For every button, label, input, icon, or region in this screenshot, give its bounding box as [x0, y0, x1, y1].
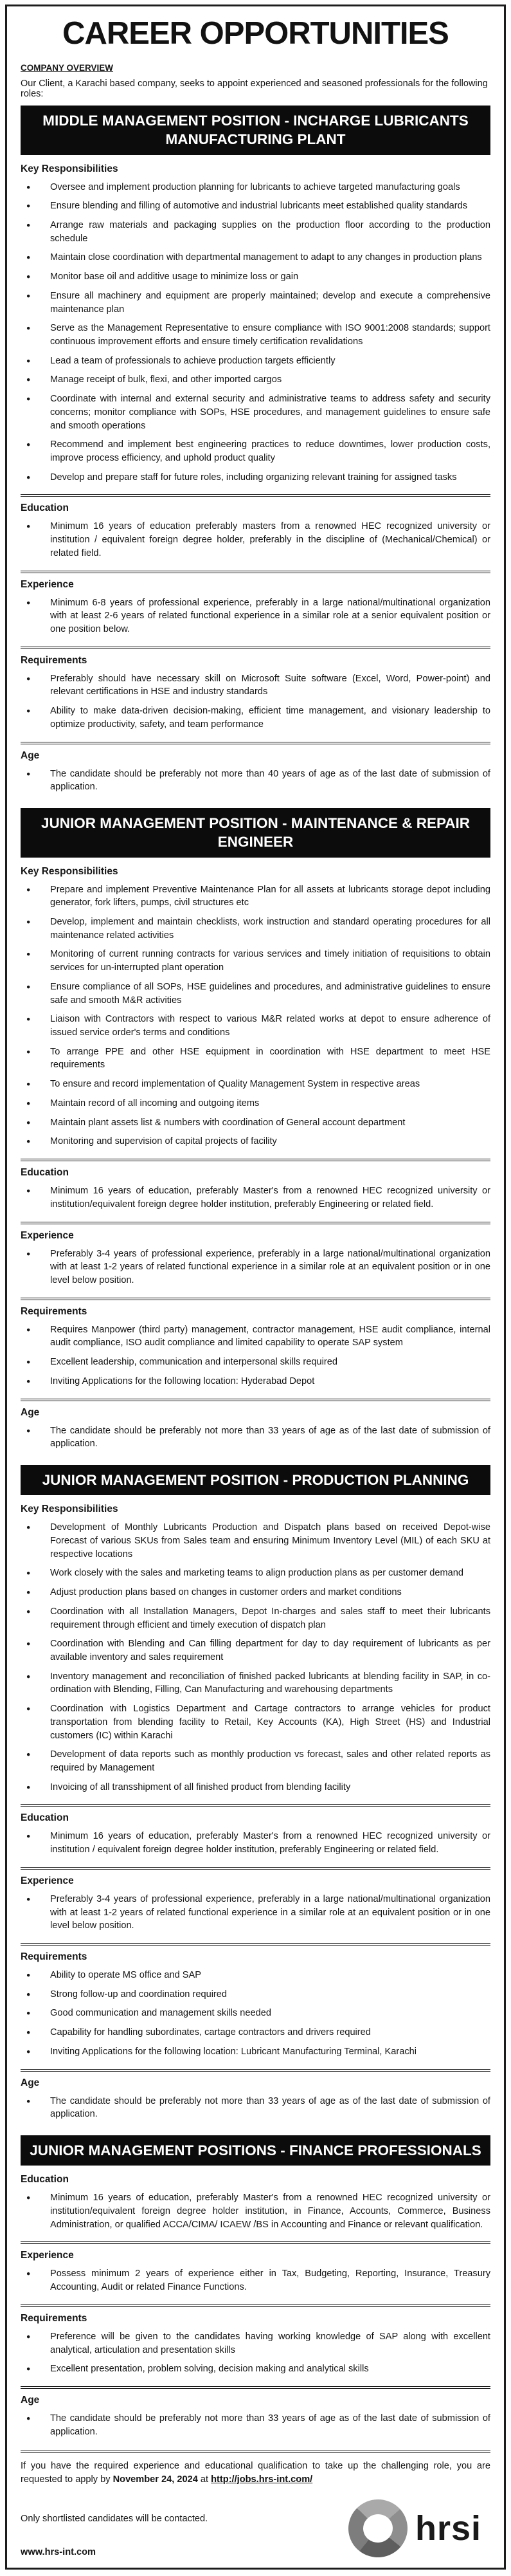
bullet-item: ● Develop, implement and maintain checklists, work instruction and standard operating procedures for all maintenance related activities	[21, 915, 490, 942]
bullet-list	[21, 1969, 490, 2059]
bullet-item: ● Development of data reports such as monthly production vs forecast, sales and other related reports as required by Management	[21, 1748, 490, 1774]
bullet-item: ● Ensure blending and filling of automotive and industrial lubricants meet established quality standards	[21, 199, 490, 213]
bullet-item: ● Ensure compliance of all SOPs, HSE guidelines and procedures, and administrative guidelines to ensure safe and smooth M&R activities	[21, 980, 490, 1007]
bullet-item: ● Minimum 16 years of education, preferably Master's from a renowned HEC recognized university or institution / equivalent foreign degree holder institution, preferably Engineering or related field.	[21, 1830, 490, 1856]
bullet-list	[21, 768, 490, 794]
section-heading: Age	[21, 750, 40, 761]
section-requirements	[21, 1943, 490, 2069]
section-heading: Experience	[21, 2250, 74, 2261]
section-heading: Age	[21, 2077, 40, 2088]
section-requirements	[21, 647, 490, 742]
section-age	[21, 2069, 490, 2131]
bullet-item: ● Minimum 16 years of education, preferably Master's from a renowned HEC recognized university or institution/equivalent foreign degree holder institution, preferably Engineering or related field.	[21, 1184, 490, 1211]
bullet-item: ● Development of Monthly Lubricants Production and Dispatch plans based on received Depot-wise Forecast of various SKUs from Sales team and ensuring Minimum Inventory Level (MIL) of each SKU at respective locations	[21, 1521, 490, 1561]
bullet-list	[21, 181, 490, 484]
position-title-bar: JUNIOR MANAGEMENT POSITIONS - FINANCE PROFESSIONALS	[21, 2135, 490, 2166]
section-key-responsibilities	[21, 1498, 490, 1804]
bullet-list	[21, 672, 490, 731]
footer	[21, 2451, 490, 2557]
position-title-bar: JUNIOR MANAGEMENT POSITION - PRODUCTION PLANNING	[21, 1465, 490, 1495]
bullet-item: ● Requires Manpower (third party) management, contractor management, HSE audit compliance, internal audit compliance, ISO audit compliance and limited capability to operate SAP system	[21, 1323, 490, 1350]
bullet-item: ● Oversee and implement production planning for lubricants to achieve targeted manufacturing goals	[21, 181, 490, 194]
bullet-item: ● Monitoring of current running contracts for various services and timely initiation of requisitions to obtain services for un-interrupted plant operation	[21, 948, 490, 974]
bullet-list	[21, 1424, 490, 1451]
section-heading: Requirements	[21, 1951, 87, 1963]
section-key-responsibilities	[21, 158, 490, 495]
bullet-item: ● Excellent leadership, communication and interpersonal skills required	[21, 1356, 490, 1369]
section-experience	[21, 2241, 490, 2304]
section-education	[21, 1804, 490, 1866]
bullet-item: ● Manage receipt of bulk, flexi, and other imported cargos	[21, 373, 490, 387]
section-heading: Age	[21, 1406, 40, 1418]
bullet-item: ● Minimum 16 years of education preferably masters from a renowned HEC recognized university or institution / equivalent foreign degree holder, preferably in the discipline of (Mechanical/Chemical) or related field.	[21, 520, 490, 560]
bullet-item: ● The candidate should be preferably not more than 40 years of age as of the last date of submission of application.	[21, 768, 490, 794]
bullet-item: ● Excellent presentation, problem solving, decision making and analytical skills	[21, 2362, 490, 2376]
apply-date: November 24, 2024	[112, 2474, 198, 2485]
bullet-list	[21, 1184, 490, 1211]
position-title-bar: MIDDLE MANAGEMENT POSITION - INCHARGE LUBRICANTS MANUFACTURING PLANT	[21, 106, 490, 155]
section-heading: Education	[21, 1167, 69, 1179]
bullet-item: ● To ensure and record implementation of Quality Management System in respective areas	[21, 1078, 490, 1091]
bullet-list	[21, 1830, 490, 1856]
bullet-item: ● Coordination with all Installation Managers, Depot In-charges and sales staff to meet their lubricants requirement through efficient and timely execution of dispatch plan	[21, 1605, 490, 1632]
bullet-list	[21, 1247, 490, 1287]
bullet-item: ● Maintain plant assets list & numbers with coordination of General account department	[21, 1116, 490, 1130]
section-heading: Requirements	[21, 1305, 87, 1317]
section-heading: Requirements	[21, 654, 87, 666]
section-education	[21, 1159, 490, 1221]
bullet-item: ● Lead a team of professionals to achieve production targets efficiently	[21, 354, 490, 368]
bullet-list	[21, 2330, 490, 2376]
bullet-item: ● Ensure all machinery and equipment are properly maintained; develop and execute a comprehensive maintenance plan	[21, 290, 490, 316]
bullet-item: ● Maintain close coordination with departmental management to adapt to any changes in production plans	[21, 251, 490, 264]
bullet-item: ● Preference will be given to the candidates having working knowledge of SAP along with excellent analytical, articulation and presentation skills	[21, 2330, 490, 2357]
bullet-list	[21, 520, 490, 560]
bullet-item: ● Invoicing of all transshipment of all finished product from blending facility	[21, 1781, 490, 1794]
bullet-item: ● Serve as the Management Representative to ensure compliance with ISO 9001:2008 standards; support continuous improvement efforts and ensure timely certification revalidations	[21, 322, 490, 348]
position-title-bar: JUNIOR MANAGEMENT POSITION - MAINTENANCE & REPAIR ENGINEER	[21, 808, 490, 858]
position-block-production-planning	[21, 1465, 490, 2131]
section-heading: Age	[21, 2395, 40, 2406]
hrsi-ring-icon	[346, 2496, 411, 2560]
bullet-item: ● Possess minimum 2 years of experience either in Tax, Budgeting, Reporting, Insurance, Treasury Accounting, Audit or related Finance Functions.	[21, 2267, 490, 2294]
hrsi-logo-text: hrsi	[415, 2508, 481, 2548]
section-heading: Key Responsibilities	[21, 865, 118, 877]
bullet-item: ● Inventory management and reconciliation of finished packed lubricants at blending facility in SAP, in co-ordination with Blending, Filling, Can Manufacturing and warehousing departments	[21, 1670, 490, 1697]
section-experience	[21, 1222, 490, 1298]
bullet-list	[21, 1893, 490, 1933]
bullet-item: ● The candidate should be preferably not more than 33 years of age as of the last date of submission of application.	[21, 2095, 490, 2121]
section-key-responsibilities	[21, 860, 490, 1159]
section-heading: Experience	[21, 1875, 74, 1886]
section-heading: Education	[21, 2174, 69, 2185]
bullet-list	[21, 883, 490, 1149]
company-overview-heading: COMPANY OVERVIEW	[21, 63, 114, 73]
bullet-item: ● The candidate should be preferably not more than 33 years of age as of the last date of submission of application.	[21, 1424, 490, 1451]
apply-prefix: If you have the required experience and educational qualification to take up the challenging role, you are requested to apply by	[21, 2460, 490, 2485]
bullet-list	[21, 2267, 490, 2294]
bullet-item: ● Inviting Applications for the following location: Lubricant Manufacturing Terminal, Karachi	[21, 2045, 490, 2059]
bullet-list	[21, 596, 490, 636]
bullet-item: ● Minimum 16 years of education, preferably Master's from a renowned HEC recognized university or institution/equivalent foreign degree holder institution, in Finance, Accounts, Commerce, Business Administration, or qualified ACCA/CIMA/ ICAEW /BS in Accounting and Finance or relevant qualification.	[21, 2191, 490, 2231]
bullet-item: ● To arrange PPE and other HSE equipment in coordination with HSE department to meet HSE requirements	[21, 1045, 490, 1072]
bullet-item: ● Adjust production plans based on changes in customer orders and market conditions	[21, 1586, 490, 1599]
shortlist-note: Only shortlisted candidates will be contacted.	[21, 2513, 208, 2524]
bullet-list	[21, 1521, 490, 1794]
apply-link[interactable]: http://jobs.hrs-int.com/	[211, 2474, 313, 2485]
bullet-item: ● Preferably 3-4 years of professional experience, preferably in a large national/multinational organization with at least 1-2 years of related functional experience in a similar role at an equivalent position or in one level below position.	[21, 1893, 490, 1933]
bullet-item: ● Inviting Applications for the following location: Hyderabad Depot	[21, 1375, 490, 1388]
bullet-item: ● Prepare and implement Preventive Maintenance Plan for all assets at lubricants storage depot including generator, fork lifters, pumps, civil structures etc	[21, 883, 490, 910]
section-requirements	[21, 2305, 490, 2386]
section-education	[21, 2168, 490, 2241]
bullet-item: ● Good communication and management skills needed	[21, 2007, 490, 2020]
bullet-item: ● Monitoring and supervision of capital projects of facility	[21, 1135, 490, 1148]
bullet-item: ● Ability to operate MS office and SAP	[21, 1969, 490, 1982]
bullet-item: ● Arrange raw materials and packaging supplies on the production floor according to the production schedule	[21, 219, 490, 245]
section-age	[21, 2386, 490, 2449]
bullet-item: ● Maintain record of all incoming and outgoing items	[21, 1097, 490, 1110]
bullet-item: ● Monitor base oil and additive usage to minimize loss or gain	[21, 270, 490, 284]
hrsi-logo	[348, 2499, 490, 2557]
section-age	[21, 1399, 490, 1461]
bullet-item: ● Coordinate with internal and external security and administrative teams to address safety and security concerns; monitor compliance with SOPs, HSE procedures, and management guidelines to ensure safe and smooth operations	[21, 392, 490, 432]
position-block-middle-management	[21, 106, 490, 804]
section-heading: Key Responsibilities	[21, 1504, 118, 1515]
apply-mid: at	[197, 2474, 211, 2485]
section-heading: Education	[21, 502, 69, 514]
bullet-item: ● Minimum 6-8 years of professional experience, preferably in a large national/multinational organization with at least 2-6 years of related functional experience in a similar role at a senior equivalent position or one position below.	[21, 596, 490, 636]
footer-left	[21, 2514, 208, 2557]
intro-text: Our Client, a Karachi based company, seeks to appoint experienced and seasoned professionals for the following roles:	[21, 78, 488, 99]
section-age	[21, 742, 490, 804]
section-requirements	[21, 1298, 490, 1399]
website-text: www.hrs-int.com	[21, 2546, 96, 2557]
bullet-item: ● The candidate should be preferably not more than 33 years of age as of the last date of submission of application.	[21, 2412, 490, 2438]
section-heading: Key Responsibilities	[21, 163, 118, 174]
bullet-item: ● Liaison with Contractors with respect to various M&R related works at depot to ensure adherence of issued service order's terms and conditions	[21, 1013, 490, 1039]
position-block-maintenance-repair	[21, 808, 490, 1461]
bullet-item: ● Develop and prepare staff for future roles, including organizing relevant training for assigned tasks	[21, 471, 490, 484]
bullet-item: ● Preferably 3-4 years of professional experience, preferably in a large national/multinational organization with at least 1-2 years of related functional experience in a similar role at an equivalent position or in one level below position.	[21, 1247, 490, 1287]
bullet-item: ● Recommend and implement best engineering practices to reduce downtimes, lower production costs, improve process efficiency, and uphold product quality	[21, 438, 490, 465]
page-title: CAREER OPPORTUNITIES	[62, 16, 449, 51]
section-heading: Experience	[21, 1229, 74, 1241]
position-block-finance-professionals	[21, 2135, 490, 2449]
bullet-list	[21, 1323, 490, 1388]
section-education	[21, 494, 490, 570]
bullet-item: ● Strong follow-up and coordination required	[21, 1988, 490, 2001]
apply-text	[21, 2460, 490, 2487]
bullet-item: ● Coordination with Logistics Department and Cartage contractors to arrange vehicles for product transportation from blending facility to Retail, Key Accounts (KA), High Street (HS) and Industrial customers (IC) within Karachi	[21, 1702, 490, 1742]
bullet-item: ● Work closely with the sales and marketing teams to align production plans as per customer demand	[21, 1567, 490, 1580]
section-experience	[21, 1867, 490, 1943]
bullet-list	[21, 2095, 490, 2121]
bullet-item: ● Preferably should have necessary skill on Microsoft Suite software (Excel, Word, Power-point) and relevant certifications in HSE and industry standards	[21, 672, 490, 699]
advert-frame	[5, 5, 506, 2570]
bullet-list	[21, 2191, 490, 2231]
section-experience	[21, 571, 490, 647]
section-heading: Requirements	[21, 2312, 87, 2324]
bullet-list	[21, 2412, 490, 2438]
bullet-item: ● Capability for handling subordinates, cartage contractors and drivers required	[21, 2026, 490, 2039]
section-heading: Experience	[21, 578, 74, 590]
bullet-item: ● Ability to make data-driven decision-making, efficient time management, and visionary leadership to optimize productivity, safety, and team performance	[21, 704, 490, 731]
section-heading: Education	[21, 1812, 69, 1824]
bullet-item: ● Coordination with Blending and Can filling department for day to day requirement of lubricants as per available inventory and sales requirement	[21, 1637, 490, 1664]
